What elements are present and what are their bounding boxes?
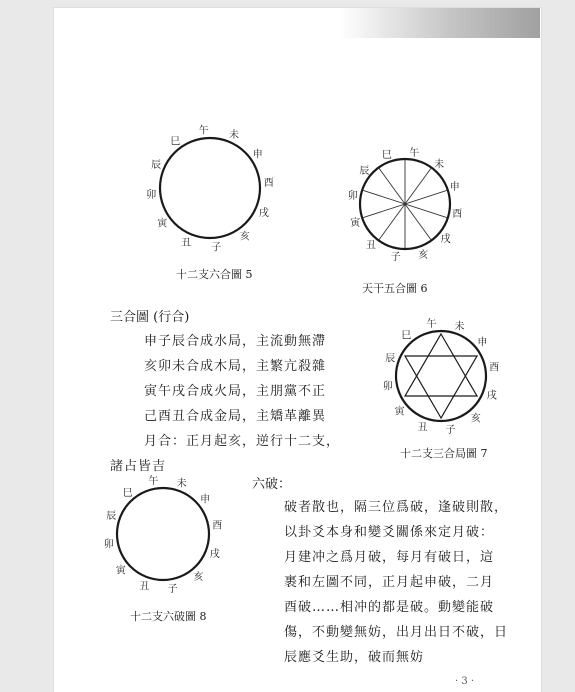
branch-label: 申 [252, 149, 263, 161]
branch-label: 戌 [440, 234, 451, 246]
branch-label: 戌 [209, 548, 220, 560]
three-harmony-heading: 三合圖 (行合) [110, 310, 190, 325]
five-harmony-diagram [340, 147, 470, 264]
text-line: 以卦爻本身和變爻關係來定月破： [284, 525, 495, 540]
six-break-heading: 六破： [252, 477, 292, 492]
text-line: 月合：正月起亥，逆行十二支， [144, 434, 341, 449]
branch-label: 子 [445, 425, 456, 437]
page-number-fragment: · 3 · [455, 676, 475, 687]
branch-label: 未 [176, 478, 187, 490]
five-harmony-caption: 天干五合圖 6 [362, 282, 428, 295]
text-line: 裹和左圖不同，正月起申破，二月 [284, 575, 495, 590]
branch-label: 未 [454, 321, 465, 333]
text-line: 申子辰合成水局，主流動無滯 [144, 334, 327, 349]
branch-label: 酉 [452, 209, 463, 221]
branch-label: 卯 [347, 190, 358, 202]
branch-label: 午 [426, 318, 437, 330]
branch-label: 午 [198, 125, 209, 137]
three-harmony-diagram [376, 318, 506, 437]
branch-label: 子 [167, 584, 178, 596]
branch-label: 丑 [139, 581, 150, 593]
text-line: 己酉丑合成金局，主矯革離異 [144, 409, 327, 424]
triangle-down [405, 356, 477, 418]
text-line: 酉破……相冲的都是破。動變能破 [284, 600, 495, 615]
text-line: 辰應爻生助，破而無妨 [284, 650, 425, 665]
branch-label: 卯 [382, 381, 393, 393]
branch-label: 辰 [151, 160, 162, 171]
branch-label: 辰 [359, 165, 370, 177]
branch-label: 午 [148, 475, 159, 487]
branch-label: 戌 [258, 208, 269, 219]
six-harmony-diagram [140, 125, 280, 254]
branch-label: 亥 [193, 572, 204, 584]
branch-label: 子 [211, 242, 222, 254]
text-line: 亥卯未合成木局，主繁亢殺雜 [144, 359, 327, 374]
branch-label: 丑 [417, 422, 428, 434]
branch-label: 酉 [263, 177, 274, 189]
branch-label: 酉 [489, 362, 500, 374]
branch-label: 卯 [103, 539, 114, 551]
three-harmony-caption: 十二支三合局圖 7 [400, 447, 488, 460]
branch-label: 卯 [146, 190, 157, 202]
branch-label: 辰 [106, 511, 117, 523]
branch-label: 申 [477, 337, 488, 349]
branch-label: 亥 [239, 231, 250, 243]
branch-label: 巳 [401, 330, 412, 342]
text-line: 破者散也，隔三位爲破，逢破則散， [284, 500, 509, 515]
text-line: 諸占皆吉 [110, 459, 167, 474]
branch-label: 亥 [418, 249, 429, 261]
branch-label: 辰 [385, 353, 396, 365]
branch-label: 午 [409, 147, 420, 159]
branch-label: 申 [449, 181, 460, 193]
branch-label: 丑 [365, 240, 376, 252]
branch-label: 酉 [212, 520, 223, 532]
six-harmony-caption: 十二支六合圖 5 [176, 268, 253, 281]
branch-label: 巳 [122, 487, 133, 499]
six-break-caption: 十二支六破圖 8 [130, 610, 207, 623]
branch-label: 子 [390, 252, 401, 264]
five-harmony-spokes [363, 160, 447, 248]
branch-label: 亥 [470, 413, 481, 425]
branch-label: 巳 [381, 150, 392, 162]
six-break-diagram [100, 475, 230, 596]
triangle-up [405, 334, 477, 396]
branch-label: 未 [434, 159, 445, 171]
scan-shadow [340, 8, 540, 38]
branch-label: 寅 [350, 218, 361, 230]
branch-label: 未 [229, 130, 239, 142]
text-line: 傷，不動變無妨，出月出日不破，日 [284, 625, 509, 640]
text-line: 月建冲之爲月破，每月有破日，這 [284, 550, 495, 565]
branch-label: 寅 [115, 565, 126, 577]
text-line: 寅午戌合成火局，主朋黨不正 [144, 384, 327, 399]
branch-label: 寅 [394, 406, 405, 418]
branch-label: 寅 [157, 218, 168, 230]
branch-label: 巳 [170, 136, 181, 148]
branch-label: 申 [200, 494, 211, 506]
branch-label: 戌 [486, 390, 497, 402]
branch-label: 丑 [181, 237, 191, 249]
